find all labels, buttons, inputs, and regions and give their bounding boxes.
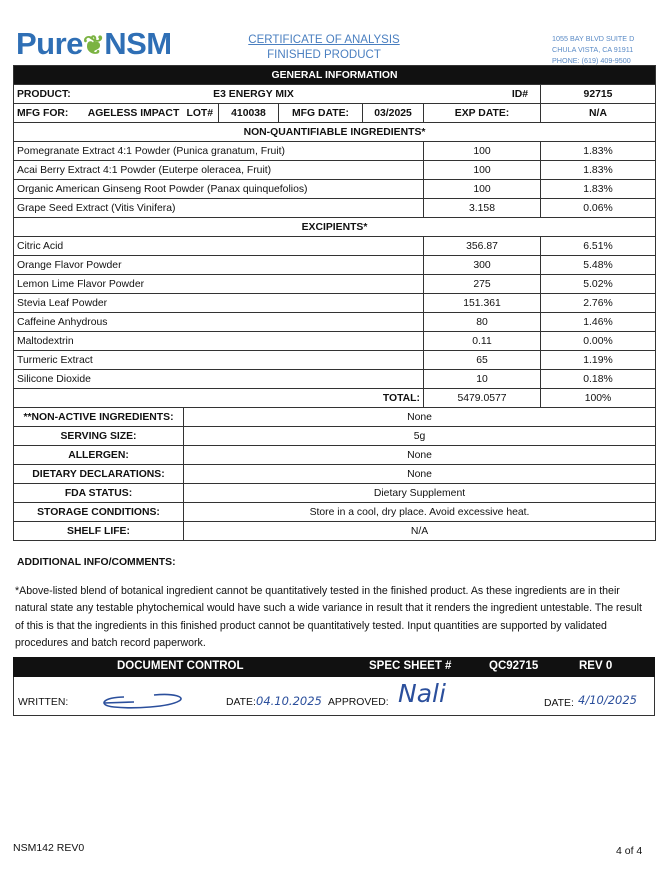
total-row <box>14 389 656 408</box>
leaf-icon: ❦ <box>82 30 105 60</box>
detail-row <box>14 503 656 522</box>
excipient-row <box>14 351 656 370</box>
ingredient-percent: 1.83% <box>541 180 656 199</box>
ingredient-amount: 275 <box>424 275 541 294</box>
ingredient-name: Orange Flavor Powder <box>14 256 424 275</box>
ingredient-name: Maltodextrin <box>14 332 424 351</box>
detail-row <box>14 465 656 484</box>
approved-signature: Nali <box>398 679 446 708</box>
spec-sheet-label: SPEC SHEET # <box>369 660 452 672</box>
ingredient-name: Silicone Dioxide <box>14 370 424 389</box>
detail-label: ALLERGEN: <box>14 446 184 465</box>
excipient-row <box>14 313 656 332</box>
ingredient-percent: 1.46% <box>541 313 656 332</box>
id-label: ID# <box>424 85 541 104</box>
ingredient-name: Grape Seed Extract (Vitis Vinifera) <box>14 199 424 218</box>
ingredient-name: Organic American Ginseng Root Powder (Panax quinquefolios) <box>14 180 424 199</box>
ingredient-percent: 1.83% <box>541 142 656 161</box>
written-label: WRITTEN: <box>18 697 69 708</box>
product-value: E3 ENERGY MIX <box>84 85 424 104</box>
ingredient-amount: 3.158 <box>424 199 541 218</box>
lot-value: 410038 <box>219 104 279 123</box>
excipient-row <box>14 237 656 256</box>
ingredient-amount: 151.361 <box>424 294 541 313</box>
ingredient-amount: 100 <box>424 161 541 180</box>
ingredient-amount: 65 <box>424 351 541 370</box>
mfg-date-label: MFG DATE: <box>279 104 363 123</box>
revision: REV 0 <box>579 660 613 672</box>
product-row <box>14 85 656 104</box>
coa-table <box>13 65 656 541</box>
detail-value: Store in a cool, dry place. Avoid excessive heat. <box>184 503 656 522</box>
detail-label: FDA STATUS: <box>14 484 184 503</box>
ingredient-percent: 2.76% <box>541 294 656 313</box>
detail-value: 5g <box>184 427 656 446</box>
ingredient-amount: 100 <box>424 180 541 199</box>
excipient-row <box>14 256 656 275</box>
detail-value: None <box>184 446 656 465</box>
ingredient-percent: 6.51% <box>541 237 656 256</box>
detail-row <box>14 408 656 427</box>
document-control-label: DOCUMENT CONTROL <box>117 660 244 672</box>
ingredient-amount: 356.87 <box>424 237 541 256</box>
ingredient-percent: 1.19% <box>541 351 656 370</box>
ingredient-amount: 100 <box>424 142 541 161</box>
company-address: 1055 BAY BLVD SUITE D CHULA VISTA, CA 91911 PHONE: (619) 409-9500 <box>552 34 635 65</box>
total-amount: 5479.0577 <box>424 389 541 408</box>
excipient-row <box>14 332 656 351</box>
exp-date-value: N/A <box>541 104 656 123</box>
mfg-for-value: AGELESS IMPACT <box>84 104 184 123</box>
detail-row <box>14 484 656 503</box>
company-logo: Pure❦NSM <box>16 26 172 61</box>
approved-date: 4/10/2025 <box>578 693 637 707</box>
mfg-date-value: 03/2025 <box>363 104 424 123</box>
lot-label: LOT# <box>184 104 219 123</box>
excipient-row <box>14 370 656 389</box>
ingredient-amount: 80 <box>424 313 541 332</box>
detail-value: N/A <box>184 522 656 541</box>
additional-info-label: ADDITIONAL INFO/COMMENTS: <box>17 557 176 568</box>
detail-label: **NON-ACTIVE INGREDIENTS: <box>14 408 184 427</box>
ingredient-name: Acai Berry Extract 4:1 Powder (Euterpe oleracea, Fruit) <box>14 161 424 180</box>
ingredient-name: Pomegranate Extract 4:1 Powder (Punica granatum, Fruit) <box>14 142 424 161</box>
written-date: 04.10.2025 <box>256 694 322 708</box>
detail-value: None <box>184 465 656 484</box>
total-label: TOTAL: <box>14 389 424 408</box>
page-number: 4 of 4 <box>616 845 643 857</box>
spec-sheet-value: QC92715 <box>489 660 539 672</box>
written-date-label: DATE: <box>226 697 256 708</box>
exp-date-label: EXP DATE: <box>424 104 541 123</box>
ingredient-amount: 10 <box>424 370 541 389</box>
general-info-band: GENERAL INFORMATION <box>14 66 656 85</box>
ingredient-name: Turmeric Extract <box>14 351 424 370</box>
excipient-row <box>14 275 656 294</box>
id-value: 92715 <box>541 85 656 104</box>
ingredient-amount: 0.11 <box>424 332 541 351</box>
ingredient-percent: 0.06% <box>541 199 656 218</box>
nonquant-heading: NON-QUANTIFIABLE INGREDIENTS* <box>14 123 656 142</box>
detail-row <box>14 446 656 465</box>
detail-value: Dietary Supplement <box>184 484 656 503</box>
product-label: PRODUCT: <box>14 85 84 104</box>
form-number: NSM142 REV0 <box>13 842 85 854</box>
detail-row <box>14 427 656 446</box>
mfg-for-label: MFG FOR: <box>14 104 84 123</box>
nonquant-ingredient-row <box>14 180 656 199</box>
nonquant-ingredient-row <box>14 199 656 218</box>
detail-row <box>14 522 656 541</box>
nonquant-ingredient-row <box>14 142 656 161</box>
document-control-band <box>13 657 655 677</box>
mfg-row <box>14 104 656 123</box>
ingredient-name: Citric Acid <box>14 237 424 256</box>
ingredient-name: Lemon Lime Flavor Powder <box>14 275 424 294</box>
excipient-row <box>14 294 656 313</box>
ingredient-amount: 300 <box>424 256 541 275</box>
detail-label: DIETARY DECLARATIONS: <box>14 465 184 484</box>
approved-date-label: DATE: <box>544 698 574 709</box>
detail-value: None <box>184 408 656 427</box>
additional-info-text: *Above-listed blend of botanical ingredient cannot be quantitatively tested in the finished product. As these ingredients are in their natural state any testable phytochemical would have such a wide variance in result that it renders the ingredient untestable. The result of this is that the ingredients in this finished product cannot be quantitatively tested. Input quantities are supported by validated procedures and batch record paperwork. <box>15 585 642 649</box>
detail-label: STORAGE CONDITIONS: <box>14 503 184 522</box>
written-signature-icon <box>94 689 194 711</box>
signature-row <box>13 677 655 716</box>
detail-label: SHELF LIFE: <box>14 522 184 541</box>
nonquant-ingredient-row <box>14 161 656 180</box>
approved-label: APPROVED: <box>328 697 389 708</box>
ingredient-percent: 5.48% <box>541 256 656 275</box>
ingredient-percent: 1.83% <box>541 161 656 180</box>
excipients-heading: EXCIPIENTS* <box>14 218 656 237</box>
detail-label: SERVING SIZE: <box>14 427 184 446</box>
ingredient-percent: 0.00% <box>541 332 656 351</box>
ingredient-name: Stevia Leaf Powder <box>14 294 424 313</box>
total-pct: 100% <box>541 389 656 408</box>
document-title: CERTIFICATE OF ANALYSIS FINISHED PRODUCT <box>248 34 400 61</box>
ingredient-name: Caffeine Anhydrous <box>14 313 424 332</box>
ingredient-percent: 5.02% <box>541 275 656 294</box>
ingredient-percent: 0.18% <box>541 370 656 389</box>
